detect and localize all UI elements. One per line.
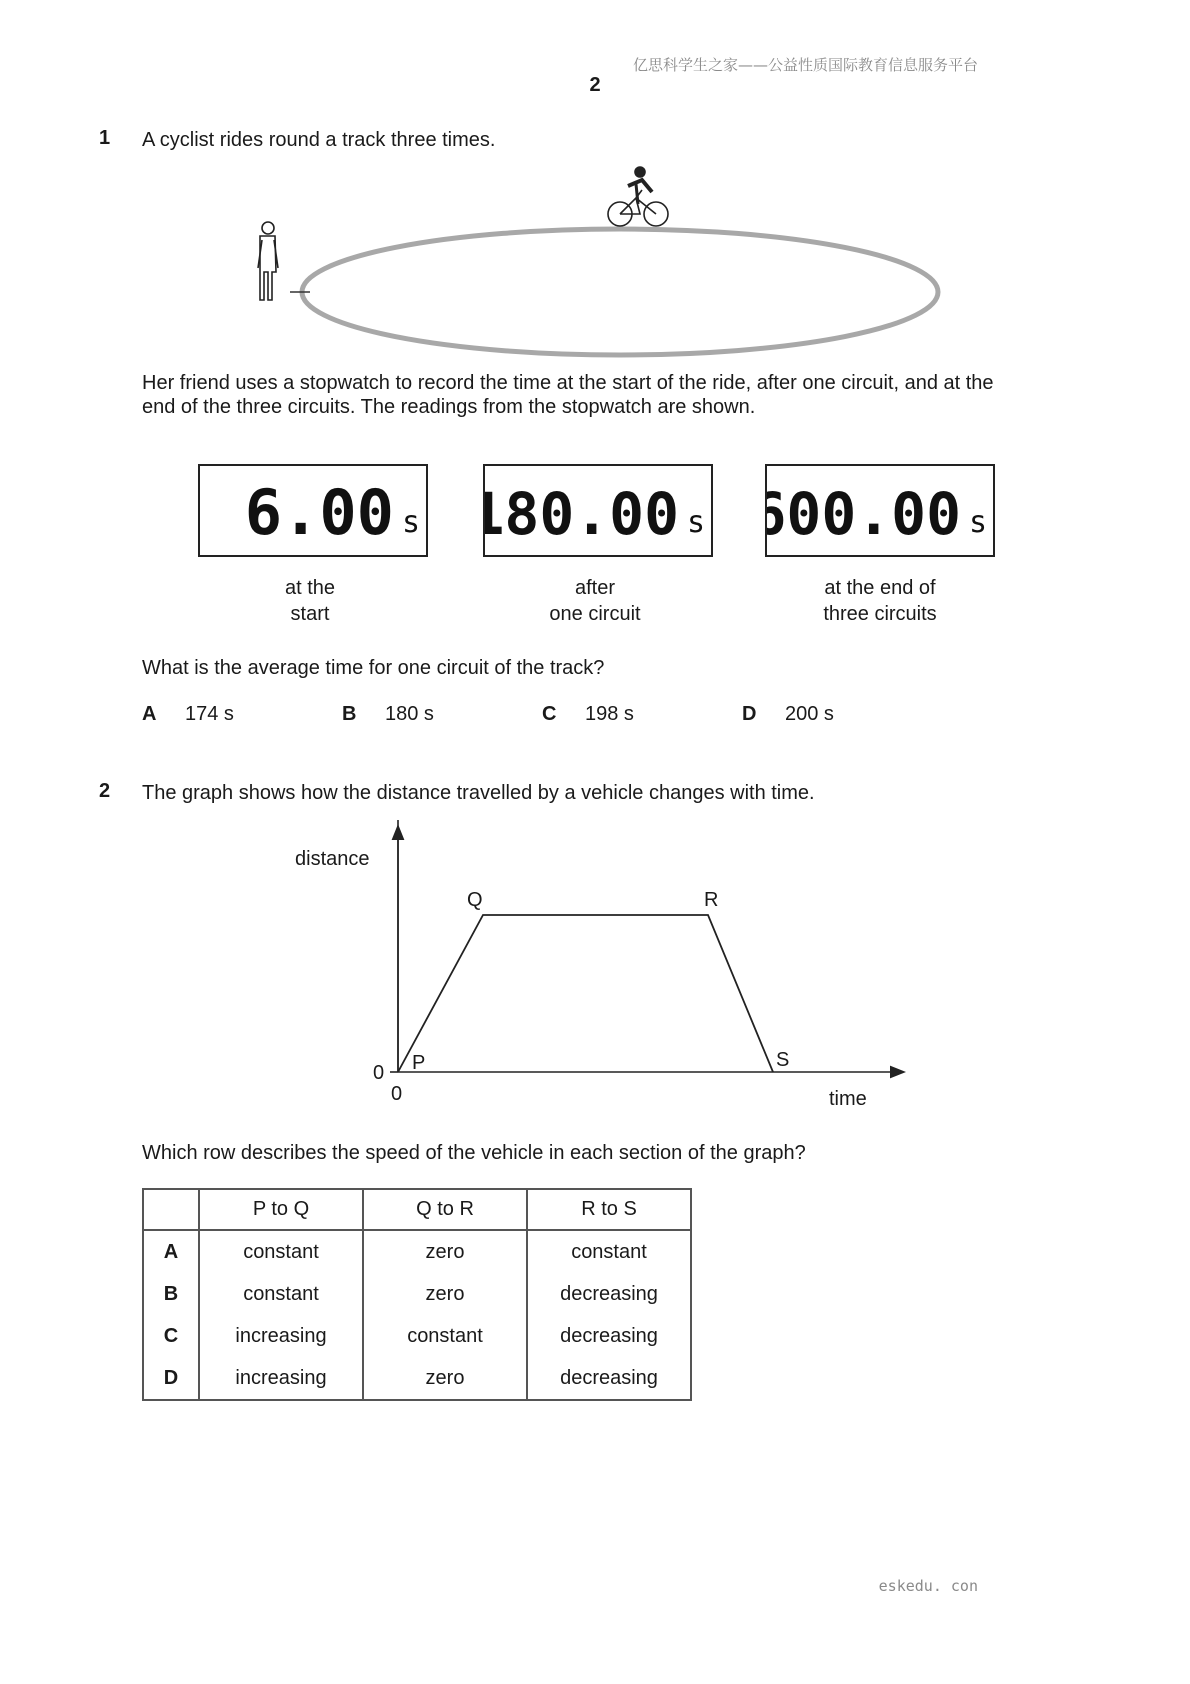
table-cell: increasing bbox=[199, 1315, 363, 1357]
stopwatch-unit: s bbox=[969, 505, 988, 540]
question-1-text: A cyclist rides round a track three times. bbox=[142, 129, 496, 151]
option-c-letter: C bbox=[542, 703, 557, 725]
table-cell: decreasing bbox=[527, 1315, 691, 1357]
track-illustration bbox=[240, 160, 960, 370]
stopwatch-readout bbox=[767, 466, 993, 555]
point-q-label: Q bbox=[467, 889, 483, 911]
stopwatch-value: 600.00 bbox=[767, 480, 961, 548]
table-cell: constant bbox=[363, 1315, 527, 1357]
caption-line: start bbox=[290, 603, 330, 625]
stopwatch-display-after-one-circuit bbox=[483, 464, 713, 557]
answer-table bbox=[142, 1188, 692, 1401]
question-2-prompt: Which row describes the speed of the vehicle in each section of the graph? bbox=[142, 1142, 806, 1164]
table-row bbox=[143, 1273, 691, 1315]
caption-line: at the bbox=[284, 577, 336, 599]
table-cell: increasing bbox=[199, 1357, 363, 1400]
table-header-cell: R to S bbox=[527, 1189, 691, 1230]
row-label: A bbox=[143, 1230, 199, 1273]
table-cell: zero bbox=[363, 1357, 527, 1400]
stopwatch-unit: s bbox=[402, 505, 421, 540]
table-cell: decreasing bbox=[527, 1273, 691, 1315]
option-a-letter: A bbox=[142, 703, 157, 725]
question-1-description-line-2: end of the three circuits. The readings from the stopwatch are shown. bbox=[142, 396, 756, 418]
point-p-label: P bbox=[412, 1052, 426, 1074]
option-d-value: 200 s bbox=[785, 703, 834, 725]
person-icon bbox=[258, 222, 278, 300]
stopwatch-readout bbox=[485, 466, 711, 555]
option-d-letter: D bbox=[742, 703, 757, 725]
track-oval bbox=[302, 229, 938, 355]
stopwatch-display-start bbox=[198, 464, 428, 557]
caption-line: three circuits bbox=[823, 603, 937, 625]
table-header-cell: P to Q bbox=[199, 1189, 363, 1230]
y-axis-label: distance bbox=[295, 848, 370, 870]
stopwatch-readout bbox=[200, 466, 426, 555]
question-1-number: 1 bbox=[99, 127, 111, 149]
option-c-value: 198 s bbox=[585, 703, 634, 725]
watermark-text: 亿思科学生之家——公益性质国际教育信息服务平台 bbox=[632, 56, 978, 74]
option-b-letter: B bbox=[342, 703, 357, 725]
table-cell: zero bbox=[363, 1230, 527, 1273]
option-a-value: 174 s bbox=[185, 703, 234, 725]
stopwatch-display-end bbox=[765, 464, 995, 557]
y-origin-label: 0 bbox=[373, 1062, 385, 1084]
table-header-cell bbox=[143, 1189, 199, 1230]
table-cell: zero bbox=[363, 1273, 527, 1315]
point-s-label: S bbox=[776, 1049, 790, 1071]
cyclist-icon bbox=[608, 167, 668, 226]
reading-caption-end bbox=[765, 575, 995, 627]
stopwatch-value: 6.00 bbox=[244, 476, 394, 549]
table-cell: constant bbox=[199, 1230, 363, 1273]
table-header-cell: Q to R bbox=[363, 1189, 527, 1230]
graph-line bbox=[398, 915, 773, 1072]
table-row bbox=[143, 1230, 691, 1273]
table-cell: constant bbox=[199, 1273, 363, 1315]
table-row bbox=[143, 1315, 691, 1357]
reading-caption-after-one-circuit bbox=[480, 575, 710, 627]
question-1-prompt: What is the average time for one circuit of the track? bbox=[142, 657, 605, 679]
point-r-label: R bbox=[704, 889, 719, 911]
x-origin-label: 0 bbox=[391, 1083, 403, 1105]
caption-line: after bbox=[574, 577, 616, 599]
table-cell: decreasing bbox=[527, 1357, 691, 1400]
option-b-value: 180 s bbox=[385, 703, 434, 725]
question-1-description-line-1: Her friend uses a stopwatch to record the time at the start of the ride, after one circuit, and at the bbox=[142, 372, 994, 394]
row-label: C bbox=[143, 1315, 199, 1357]
reading-caption-start bbox=[195, 575, 425, 627]
stopwatch-unit: s bbox=[687, 505, 706, 540]
caption-line: at the end of bbox=[824, 577, 936, 599]
page-number: 2 bbox=[589, 74, 601, 96]
question-2-number: 2 bbox=[99, 780, 111, 802]
distance-time-graph bbox=[280, 820, 910, 1120]
x-axis-label: time bbox=[829, 1088, 867, 1110]
question-2-text: The graph shows how the distance travelled by a vehicle changes with time. bbox=[142, 782, 815, 804]
footer-site: eskedu. con bbox=[878, 1577, 978, 1595]
table-cell: constant bbox=[527, 1230, 691, 1273]
caption-line: one circuit bbox=[549, 603, 641, 625]
table-row bbox=[143, 1357, 691, 1400]
row-label: D bbox=[143, 1357, 199, 1400]
table-header-row bbox=[143, 1189, 691, 1230]
row-label: B bbox=[143, 1273, 199, 1315]
stopwatch-value: 180.00 bbox=[485, 480, 679, 548]
